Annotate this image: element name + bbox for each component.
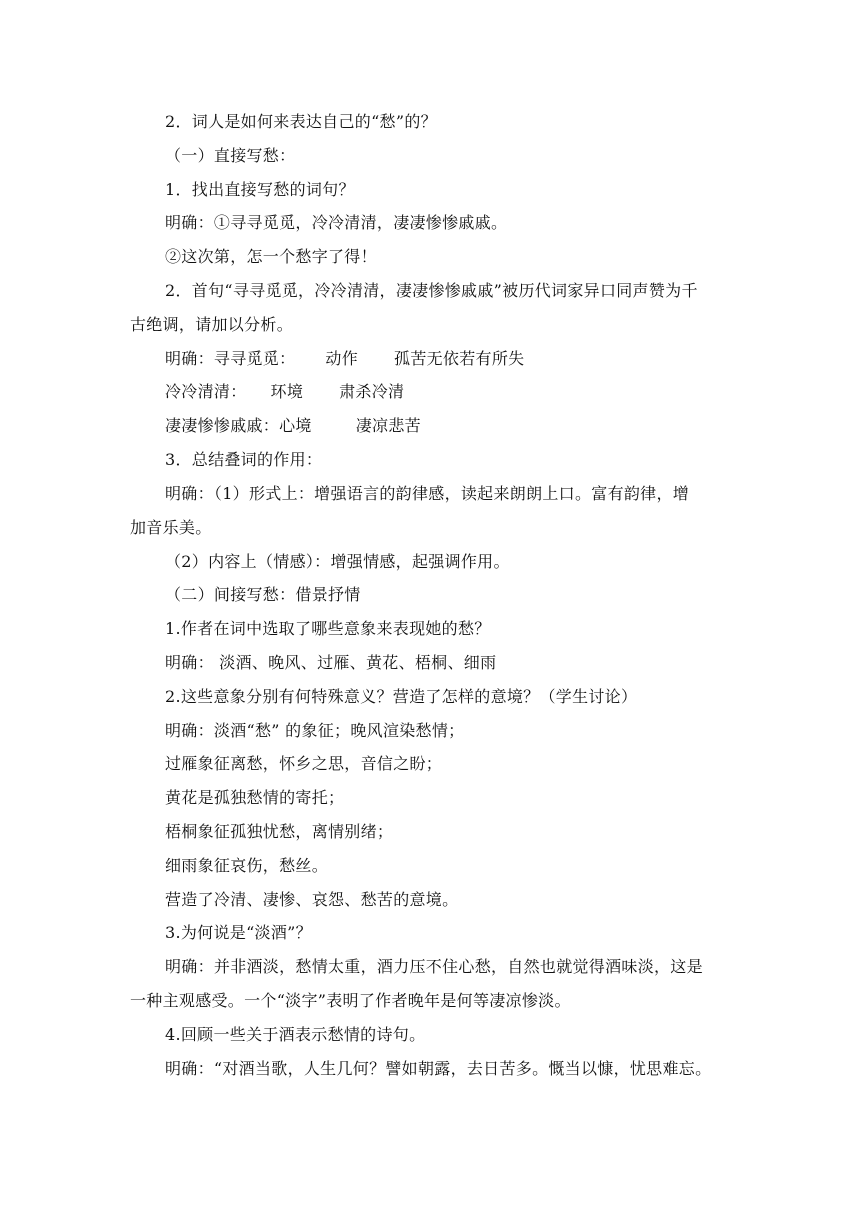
- analysis-feeling: 肃杀冷清: [339, 382, 405, 401]
- question-2-heading: 2．词人是如何来表达自己的“愁”的？: [165, 112, 437, 131]
- answer-meaning-2: 过雁象征离愁，怀乡之思，音信之盼；: [165, 754, 443, 773]
- question-3: 3．总结叠词的作用：: [165, 450, 323, 469]
- analysis-feeling: 孤苦无依若有所失: [394, 349, 525, 368]
- analysis-feeling: 凄凉悲苦: [355, 416, 421, 435]
- answer-meaning-4: 梧桐象征孤独忧愁，离情别绪；: [165, 822, 394, 841]
- question-2-line2: 古绝调，请加以分析。: [130, 315, 294, 334]
- question-imagery: 1.作者在词中选取了哪些意象来表现她的愁？: [165, 619, 491, 638]
- analysis-term: 凄凄惨惨戚戚：: [165, 416, 280, 435]
- answer-meaning-3: 黄花是孤独愁情的寄托；: [165, 788, 345, 807]
- answer-imagery: 明确： 淡酒、晚风、过雁、黄花、梧桐、细雨: [165, 653, 497, 672]
- question-1: 1．找出直接写愁的词句？: [165, 180, 355, 199]
- analysis-aspect: 环境: [270, 382, 304, 401]
- analysis-row-3: [165, 416, 421, 436]
- section-indirect-heading: （二）间接写愁：借景抒情: [165, 585, 361, 604]
- answer-3-line1: 明确：（1）形式上：增强语言的韵律感，读起来朗朗上口。富有韵律，增: [165, 484, 690, 503]
- question-review: 4.回顾一些关于酒表示愁情的诗句。: [165, 1025, 426, 1044]
- answer-light-wine-line1: 明确：并非酒淡，愁情太重，酒力压不住心愁，自然也就觉得酒味淡，这是: [165, 957, 703, 976]
- answer-3-point2: （2）内容上（情感）：增强情感，起强调作用。: [165, 552, 510, 571]
- analysis-term: 冷冷清清：: [165, 382, 247, 401]
- question-meaning: 2.这些意象分别有何特殊意义？营造了怎样的意境？（学生讨论）: [165, 687, 638, 706]
- analysis-row-1: [165, 349, 524, 369]
- analysis-term: 明确：寻寻觅觅：: [165, 349, 296, 368]
- answer-1a: 明确：①寻寻觅觅，冷冷清清，凄凄惨惨戚戚。: [165, 213, 508, 232]
- analysis-aspect: 心境: [279, 416, 312, 435]
- answer-review: 明确：“对酒当歌，人生几何？譬如朝露，去日苦多。慨当以慷，忧思难忘。: [165, 1059, 712, 1078]
- answer-meaning-1: 明确：淡酒“愁” 的象征；晚风渲染愁情；: [165, 721, 465, 740]
- analysis-aspect: 动作: [325, 349, 359, 368]
- analysis-row-2: [165, 382, 404, 402]
- answer-meaning-5: 细雨象征哀伤，愁丝。: [165, 856, 329, 875]
- question-2-line1: 2．首句“寻寻觅觅，冷冷清清，凄凄惨惨戚戚”被历代词家异口同声赞为千: [165, 281, 698, 300]
- answer-light-wine-line2: 一种主观感受。一个“淡字”表明了作者晚年是何等凄凉惨淡。: [130, 991, 571, 1010]
- answer-1b: ②这次第，怎一个愁字了得！: [165, 247, 377, 266]
- section-direct-heading: （一）直接写愁：: [165, 146, 296, 165]
- question-light-wine: 3.为何说是“淡酒”？: [165, 923, 312, 942]
- answer-meaning-6: 营造了冷清、凄惨、哀怨、愁苦的意境。: [165, 890, 459, 909]
- answer-3-line2: 加音乐美。: [130, 518, 212, 537]
